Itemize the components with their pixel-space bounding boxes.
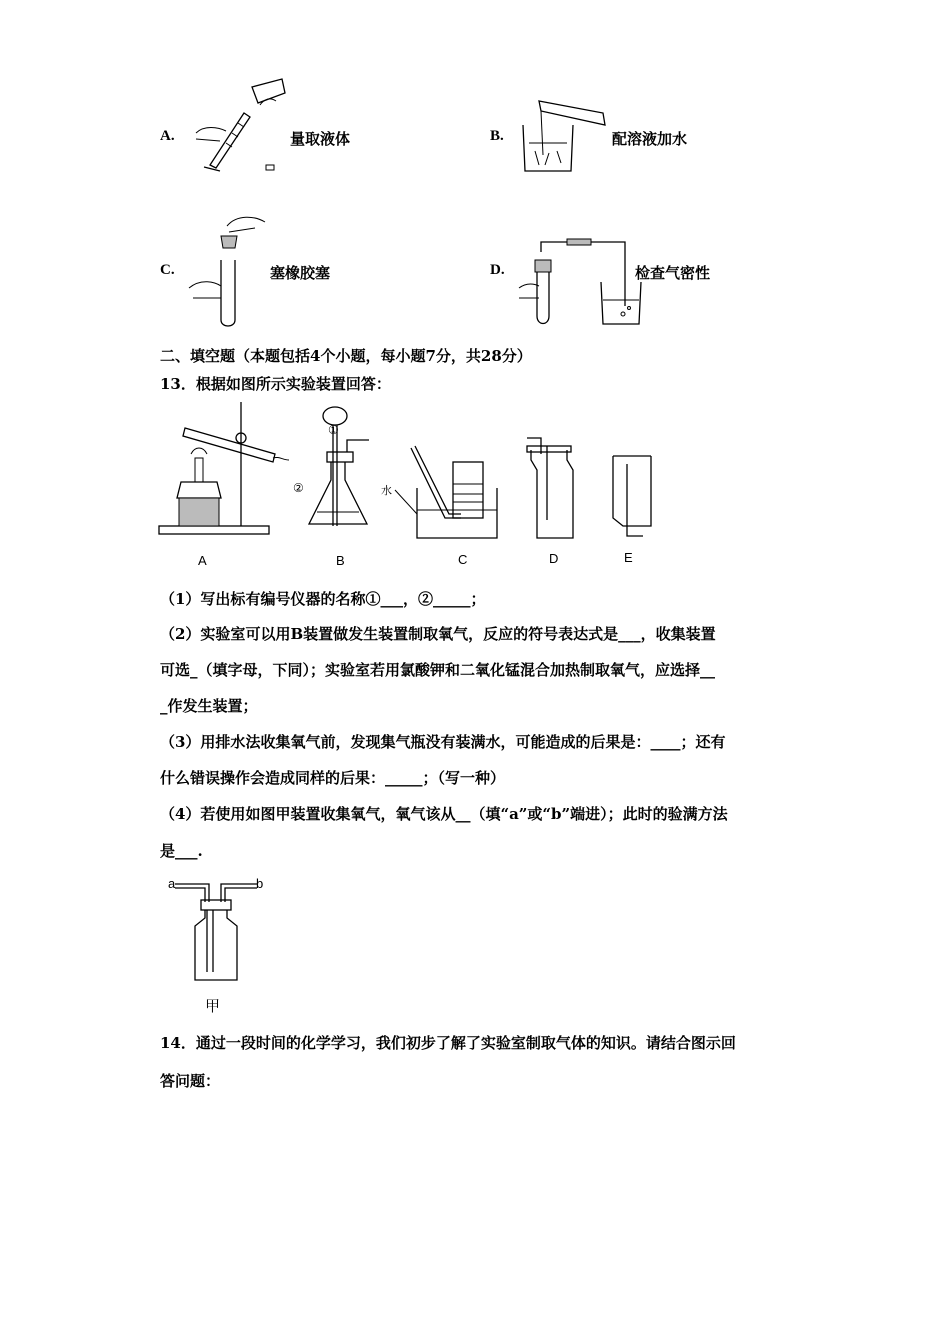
water-label: 水	[381, 484, 392, 497]
adding-water-illustration	[515, 95, 610, 180]
option-a-letter: A.	[160, 128, 175, 144]
marker-1: ①	[328, 423, 339, 437]
apparatus-b	[309, 407, 369, 526]
option-c-letter: C.	[160, 262, 175, 278]
q13-line-5: （3）用排水法收集氧气前，发现集气瓶没有装满水，可能造成的后果是：____；还有	[160, 733, 726, 751]
q13-line-7: （4）若使用如图甲装置收集氧气，氧气该从__（填“a”或“b”端进）；此时的验满方法	[160, 805, 728, 823]
q13-apparatus-figure	[155, 398, 675, 573]
apparatus-d	[527, 438, 573, 538]
option-b-label: 配溶液加水	[612, 130, 688, 148]
option-c-label: 塞橡胶塞	[270, 264, 331, 282]
option-d-letter: D.	[490, 262, 505, 278]
q13-stem: 13．根据如图所示实验装置回答：	[160, 375, 391, 393]
measuring-liquid-illustration	[190, 75, 285, 175]
apparatus-label-b: B	[336, 553, 345, 568]
q13-line-3: 可选_（填字母，下同）；实验室若用氯酸钾和二氧化锰混合加热制取氧气，应选择__	[160, 661, 716, 679]
jia-label-a: a	[168, 876, 176, 891]
q13-line-2: （2）实验室可以用B装置做发生装置制取氧气，反应的符号表达式是___，收集装置	[160, 625, 716, 643]
gas-bottle-jia-figure	[165, 872, 270, 987]
jia-caption: 甲	[205, 997, 221, 1015]
apparatus-label-c: C	[458, 552, 468, 567]
section-title: 二、填空题（本题包括4个小题，每小题7分，共28分）	[160, 347, 532, 365]
q13-line-8: 是___.	[160, 842, 203, 860]
apparatus-a	[159, 402, 289, 534]
airtightness-check-illustration	[515, 238, 645, 328]
apparatus-e	[613, 456, 651, 536]
option-b-letter: B.	[490, 128, 504, 144]
inserting-stopper-illustration	[185, 208, 270, 328]
option-a-label: 量取液体	[290, 130, 351, 148]
apparatus-label-a: A	[198, 553, 207, 568]
apparatus-label-e: E	[624, 550, 633, 565]
apparatus-label-d: D	[549, 551, 559, 566]
q14-line-2: 答问题：	[160, 1072, 221, 1090]
q14-line-1: 14．通过一段时间的化学学习，我们初步了解了实验室制取气体的知识。请结合图示回	[160, 1034, 736, 1052]
q13-line-1: （1）写出标有编号仪器的名称①___，②_____；	[160, 590, 486, 608]
marker-2: ②	[293, 481, 304, 495]
q13-line-6: 什么错误操作会造成同样的后果：_____；（写一种）	[160, 769, 506, 787]
q13-line-4: _作发生装置；	[160, 697, 258, 715]
jia-label-b: b	[256, 876, 264, 891]
apparatus-c	[395, 446, 497, 538]
option-d-label: 检查气密性	[635, 264, 711, 282]
